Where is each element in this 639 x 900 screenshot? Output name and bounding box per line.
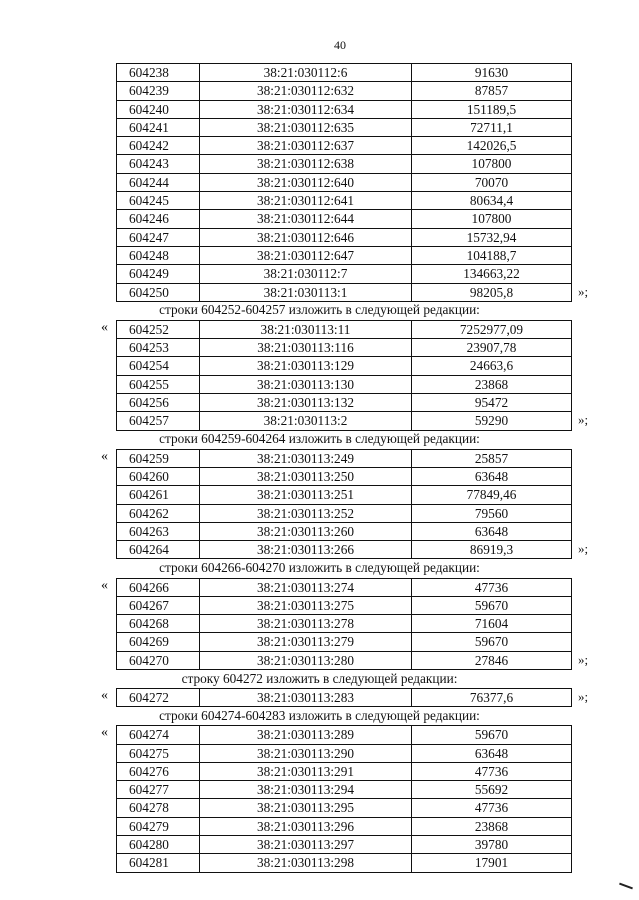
row-number-cell: 604277 [117, 781, 200, 799]
cadastral-number-cell: 38:21:030113:297 [200, 836, 412, 854]
parcel-table [116, 688, 572, 707]
row-number-cell: 604260 [117, 467, 200, 485]
close-quote: »; [578, 689, 589, 704]
value-cell: 107800 [412, 155, 572, 173]
value-cell: 134663,22 [412, 265, 572, 283]
open-quote: « [101, 319, 108, 335]
table-row [117, 192, 572, 210]
row-number-cell: 604280 [117, 836, 200, 854]
table-row [117, 854, 572, 872]
value-cell: 23907,78 [412, 339, 572, 357]
row-number-cell: 604253 [117, 339, 200, 357]
cadastral-number-cell: 38:21:030112:7 [200, 265, 412, 283]
row-number-cell: 604240 [117, 100, 200, 118]
open-quote: « [101, 448, 108, 464]
cadastral-number-cell: 38:21:030112:640 [200, 173, 412, 191]
table-row [117, 320, 572, 338]
cadastral-number-cell: 38:21:030112:644 [200, 210, 412, 228]
open-quote: « [101, 725, 108, 741]
table-row [117, 504, 572, 522]
close-quote: »; [578, 541, 589, 557]
table-row [117, 615, 572, 633]
row-number-cell: 604263 [117, 522, 200, 540]
value-cell: 87857 [412, 82, 572, 100]
value-cell: 95472 [412, 394, 572, 412]
cadastral-number-cell: 38:21:030113:289 [200, 726, 412, 744]
section-heading: строки 604266-604270 изложить в следующей редакции: [159, 560, 480, 575]
value-cell: 70070 [412, 173, 572, 191]
parcel-table [116, 63, 572, 302]
value-cell: 79560 [412, 504, 572, 522]
row-number-cell: 604266 [117, 578, 200, 596]
table-row [117, 118, 572, 136]
value-cell: 142026,5 [412, 137, 572, 155]
row-number-cell: 604257 [117, 412, 200, 430]
table-row [117, 375, 572, 393]
cadastral-number-cell: 38:21:030112:635 [200, 118, 412, 136]
row-number-cell: 604274 [117, 726, 200, 744]
cadastral-number-cell: 38:21:030113:291 [200, 762, 412, 780]
table-row [117, 651, 572, 669]
value-cell: 72711,1 [412, 118, 572, 136]
table-row [117, 541, 572, 559]
row-number-cell: 604249 [117, 265, 200, 283]
cadastral-number-cell: 38:21:030112:647 [200, 246, 412, 264]
value-cell: 80634,4 [412, 192, 572, 210]
row-number-cell: 604247 [117, 228, 200, 246]
table-row [117, 155, 572, 173]
row-number-cell: 604270 [117, 651, 200, 669]
cadastral-number-cell: 38:21:030113:278 [200, 615, 412, 633]
cadastral-number-cell: 38:21:030112:638 [200, 155, 412, 173]
value-cell: 23868 [412, 817, 572, 835]
cadastral-number-cell: 38:21:030113:290 [200, 744, 412, 762]
table-row [117, 228, 572, 246]
section-heading: строки 604259-604264 изложить в следующей редакции: [159, 431, 480, 447]
table-row [117, 210, 572, 228]
pen-mark [619, 883, 633, 890]
cadastral-number-cell: 38:21:030113:129 [200, 357, 412, 375]
section-heading: строки 604252-604257 изложить в следующей редакции: [159, 302, 480, 318]
table-row [117, 689, 572, 707]
cadastral-number-cell: 38:21:030113:2 [200, 412, 412, 430]
table-row [117, 726, 572, 744]
cadastral-number-cell: 38:21:030113:252 [200, 504, 412, 522]
value-cell: 17901 [412, 854, 572, 872]
row-number-cell: 604281 [117, 854, 200, 872]
cadastral-number-cell: 38:21:030112:637 [200, 137, 412, 155]
value-cell: 107800 [412, 210, 572, 228]
table-row [117, 173, 572, 191]
row-number-cell: 604252 [117, 320, 200, 338]
table-row [117, 357, 572, 375]
table-row [117, 596, 572, 614]
table-row [117, 486, 572, 504]
row-number-cell: 604242 [117, 137, 200, 155]
table-row [117, 633, 572, 651]
value-cell: 47736 [412, 578, 572, 596]
row-number-cell: 604254 [117, 357, 200, 375]
open-quote: « [101, 577, 108, 593]
cadastral-number-cell: 38:21:030113:116 [200, 339, 412, 357]
row-number-cell: 604268 [117, 615, 200, 633]
row-number-cell: 604244 [117, 173, 200, 191]
row-number-cell: 604238 [117, 64, 200, 82]
value-cell: 86919,3 [412, 541, 572, 559]
value-cell: 27846 [412, 651, 572, 669]
value-cell: 59670 [412, 726, 572, 744]
row-number-cell: 604246 [117, 210, 200, 228]
row-number-cell: 604272 [117, 689, 200, 707]
table-row [117, 339, 572, 357]
value-cell: 63648 [412, 467, 572, 485]
value-cell: 63648 [412, 522, 572, 540]
table-row [117, 394, 572, 412]
row-number-cell: 604269 [117, 633, 200, 651]
row-number-cell: 604243 [117, 155, 200, 173]
cadastral-number-cell: 38:21:030112:646 [200, 228, 412, 246]
value-cell: 47736 [412, 762, 572, 780]
value-cell: 59670 [412, 596, 572, 614]
cadastral-number-cell: 38:21:030113:274 [200, 578, 412, 596]
row-number-cell: 604267 [117, 596, 200, 614]
value-cell: 63648 [412, 744, 572, 762]
row-number-cell: 604264 [117, 541, 200, 559]
cadastral-number-cell: 38:21:030113:11 [200, 320, 412, 338]
section-heading: строку 604272 изложить в следующей редакции: [181, 670, 458, 686]
row-number-cell: 604262 [117, 504, 200, 522]
cadastral-number-cell: 38:21:030112:641 [200, 192, 412, 210]
table-row [117, 578, 572, 596]
parcel-table [116, 320, 572, 431]
table-row [117, 781, 572, 799]
cadastral-number-cell: 38:21:030113:280 [200, 651, 412, 669]
row-number-cell: 604275 [117, 744, 200, 762]
parcel-table [116, 725, 572, 872]
table-row [117, 449, 572, 467]
value-cell: 55692 [412, 781, 572, 799]
cadastral-number-cell: 38:21:030113:295 [200, 799, 412, 817]
cadastral-number-cell: 38:21:030113:266 [200, 541, 412, 559]
value-cell: 77849,46 [412, 486, 572, 504]
page-number: 40 [334, 38, 346, 52]
cadastral-number-cell: 38:21:030113:283 [200, 689, 412, 707]
value-cell: 39780 [412, 836, 572, 854]
value-cell: 15732,94 [412, 228, 572, 246]
cadastral-number-cell: 38:21:030113:1 [200, 283, 412, 301]
value-cell: 151189,5 [412, 100, 572, 118]
table-row [117, 762, 572, 780]
row-number-cell: 604256 [117, 394, 200, 412]
cadastral-number-cell: 38:21:030112:6 [200, 64, 412, 82]
table-row [117, 522, 572, 540]
value-cell: 47736 [412, 799, 572, 817]
close-quote: »; [578, 651, 589, 667]
table-row [117, 744, 572, 762]
table-row [117, 799, 572, 817]
table-row [117, 836, 572, 854]
close-quote: »; [578, 283, 589, 299]
cadastral-number-cell: 38:21:030113:260 [200, 522, 412, 540]
table-row [117, 467, 572, 485]
value-cell: 24663,6 [412, 357, 572, 375]
cadastral-number-cell: 38:21:030113:251 [200, 486, 412, 504]
parcel-table [116, 449, 572, 560]
row-number-cell: 604239 [117, 82, 200, 100]
section-heading: строки 604274-604283 изложить в следующей редакции: [159, 707, 480, 723]
cadastral-number-cell: 38:21:030112:634 [200, 100, 412, 118]
value-cell: 7252977,09 [412, 320, 572, 338]
row-number-cell: 604255 [117, 375, 200, 393]
cadastral-number-cell: 38:21:030113:250 [200, 467, 412, 485]
value-cell: 25857 [412, 449, 572, 467]
cadastral-number-cell: 38:21:030113:249 [200, 449, 412, 467]
row-number-cell: 604241 [117, 118, 200, 136]
cadastral-number-cell: 38:21:030113:130 [200, 375, 412, 393]
row-number-cell: 604245 [117, 192, 200, 210]
table-row [117, 100, 572, 118]
table-row [117, 412, 572, 430]
cadastral-number-cell: 38:21:030113:279 [200, 633, 412, 651]
table-row [117, 137, 572, 155]
table-row [117, 817, 572, 835]
cadastral-number-cell: 38:21:030113:298 [200, 854, 412, 872]
table-row [117, 246, 572, 264]
value-cell: 76377,6 [412, 689, 572, 707]
table-row [117, 265, 572, 283]
close-quote: »; [578, 412, 589, 428]
value-cell: 104188,7 [412, 246, 572, 264]
row-number-cell: 604278 [117, 799, 200, 817]
value-cell: 59670 [412, 633, 572, 651]
row-number-cell: 604259 [117, 449, 200, 467]
table-row [117, 82, 572, 100]
table-row [117, 283, 572, 301]
row-number-cell: 604248 [117, 246, 200, 264]
value-cell: 71604 [412, 615, 572, 633]
cadastral-number-cell: 38:21:030113:296 [200, 817, 412, 835]
open-quote: « [101, 688, 108, 703]
table-row [117, 64, 572, 82]
cadastral-number-cell: 38:21:030112:632 [200, 82, 412, 100]
cadastral-number-cell: 38:21:030113:294 [200, 781, 412, 799]
cadastral-number-cell: 38:21:030113:275 [200, 596, 412, 614]
cadastral-number-cell: 38:21:030113:132 [200, 394, 412, 412]
row-number-cell: 604261 [117, 486, 200, 504]
value-cell: 98205,8 [412, 283, 572, 301]
row-number-cell: 604250 [117, 283, 200, 301]
value-cell: 91630 [412, 64, 572, 82]
parcel-table [116, 578, 572, 670]
row-number-cell: 604276 [117, 762, 200, 780]
value-cell: 23868 [412, 375, 572, 393]
row-number-cell: 604279 [117, 817, 200, 835]
value-cell: 59290 [412, 412, 572, 430]
